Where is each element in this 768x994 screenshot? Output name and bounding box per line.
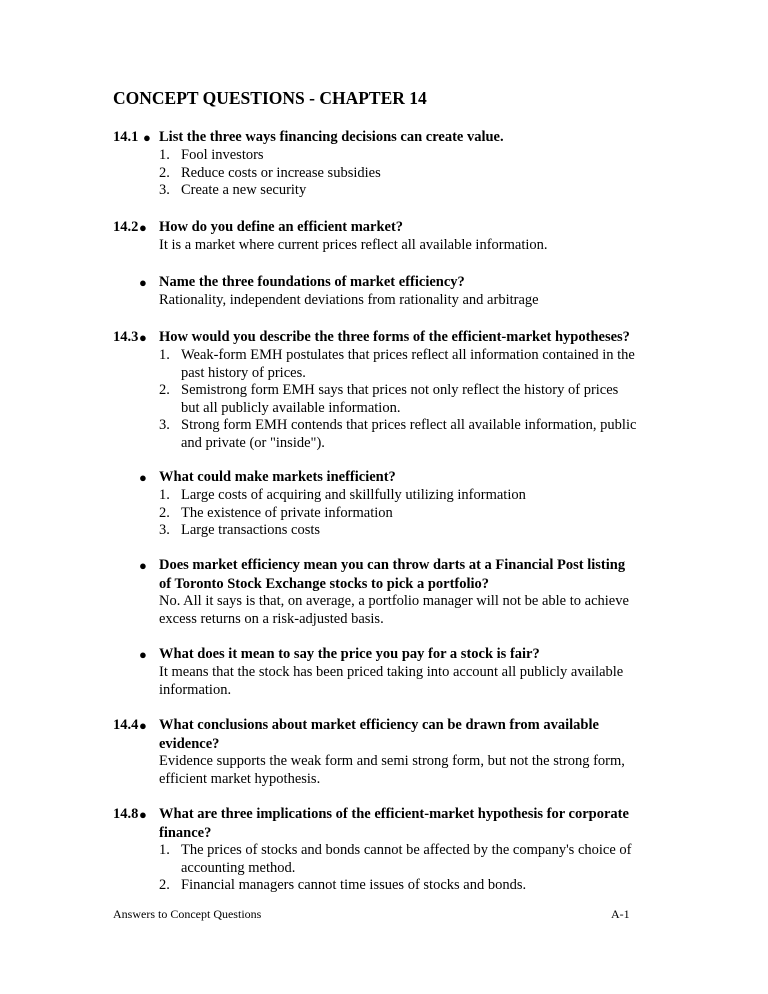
- list-item: 2. Semistrong form EMH says that prices not only reflect the history of prices but all publicly available information.: [159, 382, 619, 416]
- page-title: CONCEPT QUESTIONS - CHAPTER 14: [113, 88, 427, 108]
- question-text: Does market efficiency mean you can throw darts at a Financial Post listing: [159, 557, 626, 573]
- question-text: List the three ways financing decisions can create value.: [159, 129, 504, 145]
- answer-list: [113, 347, 673, 452]
- list-item: 2. Reduce costs or increase subsidies: [159, 164, 381, 181]
- answer-list: [113, 842, 673, 895]
- question-14-4: [113, 716, 673, 788]
- bullet-icon: ●: [139, 330, 147, 345]
- question-number: 14.8: [113, 806, 139, 822]
- question-text: What could make markets inefficient?: [159, 469, 396, 485]
- answer-text: Evidence supports the weak form and semi strong form, but not the strong form, efficient market hypothesis.: [159, 753, 625, 787]
- page-number: A-1: [611, 907, 630, 921]
- question-number: 14.4: [113, 717, 139, 733]
- question-text-continued: finance?: [159, 825, 212, 841]
- bullet-icon: ●: [139, 558, 147, 573]
- question-text: What does it mean to say the price you pay for a stock is fair?: [159, 646, 540, 662]
- question-darts: [113, 556, 673, 628]
- question-14-2-foundations: [113, 273, 673, 310]
- question-text: What are three implications of the efficient-market hypothesis for corporate: [159, 806, 629, 822]
- question-14-8: [113, 805, 673, 895]
- list-item: 3. Large transactions costs: [159, 522, 321, 538]
- bullet-icon: ●: [139, 807, 147, 822]
- answer-text: No. All it says is that, on average, a portfolio manager will not be able to achieve excess returns on a risk-adjusted basis.: [159, 593, 629, 627]
- list-item: 2. The existence of private information: [159, 504, 393, 521]
- bullet-icon: ●: [139, 275, 147, 290]
- question-number: 14.2: [113, 219, 139, 235]
- answer-text: Rationality, independent deviations from rationality and arbitrage: [159, 292, 539, 308]
- question-text: What conclusions about market efficiency can be drawn from available: [159, 717, 599, 733]
- question-text-continued: of Toronto Stock Exchange stocks to pick a portfolio?: [159, 576, 490, 592]
- answer-text: It means that the stock has been priced taking into account all publicly available information.: [159, 664, 624, 698]
- answer-list: [113, 147, 673, 200]
- list-item: 1. Weak-form EMH postulates that prices reflect all information contained in the past history of prices.: [159, 347, 635, 381]
- list-item: 1. The prices of stocks and bonds cannot be affected by the company's choice of accounting method.: [159, 842, 632, 876]
- bullet-icon: ●: [139, 647, 147, 662]
- question-text: Name the three foundations of market efficiency?: [159, 274, 465, 290]
- question-text-continued: evidence?: [159, 736, 220, 752]
- bullet-icon: ●: [139, 718, 147, 733]
- question-number: 14.1: [113, 129, 139, 145]
- question-14-3: [113, 328, 673, 452]
- question-text: How do you define an efficient market?: [159, 219, 404, 235]
- list-item: 1. Fool investors: [159, 147, 264, 163]
- list-item: 1. Large costs of acquiring and skillfully utilizing information: [159, 487, 526, 503]
- question-text: How would you describe the three forms of the efficient-market hypotheses?: [159, 329, 630, 345]
- bullet-icon: ●: [139, 470, 147, 485]
- bullet-icon: ●: [139, 220, 147, 235]
- question-inefficient-markets: [113, 468, 673, 540]
- question-number: 14.3: [113, 329, 139, 345]
- list-item: 3. Strong form EMH contends that prices reflect all available information, public and private (or "inside").: [159, 417, 637, 451]
- question-14-1: [113, 128, 673, 200]
- bullet-icon: ●: [143, 130, 151, 145]
- footer-label: Answers to Concept Questions: [113, 907, 262, 921]
- list-item: 3. Create a new security: [159, 182, 307, 198]
- list-item: 2. Financial managers cannot time issues of stocks and bonds.: [159, 877, 527, 893]
- answer-list: [113, 487, 673, 540]
- answer-text: It is a market where current prices reflect all available information.: [159, 237, 548, 253]
- question-fair-price: [113, 645, 673, 699]
- question-14-2: [113, 218, 673, 255]
